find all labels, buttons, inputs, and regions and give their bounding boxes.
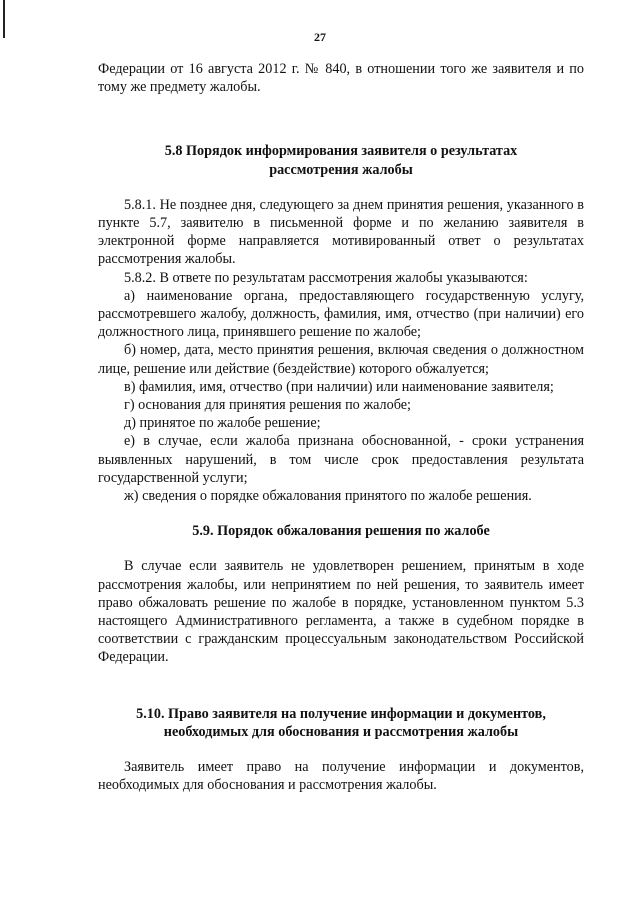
section-5-9-heading: 5.9. Порядок обжалования решения по жалобе bbox=[192, 523, 490, 540]
section-5-9-paragraph: В случае если заявитель не удовлетворен решением, принятым в ходе рассмотрения жалобы, или непринятием по ней решения, то заявитель имеет право обжаловать решение по жалобе в порядке, установленном пунктом 5.3 настоящего Административного регламента, а также в судебном порядке в соответствии с гражданским процессуальным законодательством Российской Федерации. bbox=[98, 558, 584, 666]
list-item-v: в) фамилия, имя, отчество (при наличии) или наименование заявителя; bbox=[124, 378, 554, 395]
section-5-8-1-paragraph: 5.8.1. Не позднее дня, следующего за днем принятия решения, указанного в пункте 5.7, заявителю в письменной форме и по желанию заявителя в электронной форме направляется мотивированный ответ о результатах рассмотрения жалобы. bbox=[98, 196, 584, 268]
list-item-b: б) номер, дата, место принятия решения, включая сведения о должностном лице, решение или действие (бездействие) которого обжалуется; bbox=[98, 342, 584, 377]
list-item-g: г) основания для принятия решения по жалобе; bbox=[124, 397, 411, 414]
list-item-d: д) принятое по жалобе решение; bbox=[124, 415, 321, 432]
list-item-a: а) наименование органа, предоставляющего государственную услугу, рассмотревшего жалобу, должность, фамилия, имя, отчество (при наличии) его должностного лица, принявшего решение по жалобе; bbox=[98, 287, 584, 341]
list-item-e: е) в случае, если жалоба признана обоснованной, - сроки устранения выявленных нарушений, в том числе срок предоставления результата государственной услуги; bbox=[98, 433, 584, 486]
section-5-10-paragraph: Заявитель имеет право на получение информации и документов, необходимых для обоснования и рассмотрения жалобы. bbox=[98, 759, 584, 794]
document-body bbox=[98, 60, 584, 795]
section-5-8-heading: 5.8 Порядок информирования заявителя о результатах рассмотрения жалобы bbox=[164, 143, 518, 178]
page-number: 27 bbox=[314, 30, 326, 44]
section-5-8-2-paragraph: 5.8.2. В ответе по результатам рассмотрения жалобы указываются: bbox=[124, 269, 528, 286]
list-item-zh: ж) сведения о порядке обжалования принятого по жалобе решения. bbox=[124, 488, 532, 505]
intro-paragraph: Федерации от 16 августа 2012 г. № 840, в отношении того же заявителя и по тому же предмету жалобы. bbox=[98, 61, 584, 96]
section-5-10-heading: 5.10. Право заявителя на получение информации и документов, необходимых для обоснования и рассмотрения жалобы bbox=[136, 705, 546, 740]
